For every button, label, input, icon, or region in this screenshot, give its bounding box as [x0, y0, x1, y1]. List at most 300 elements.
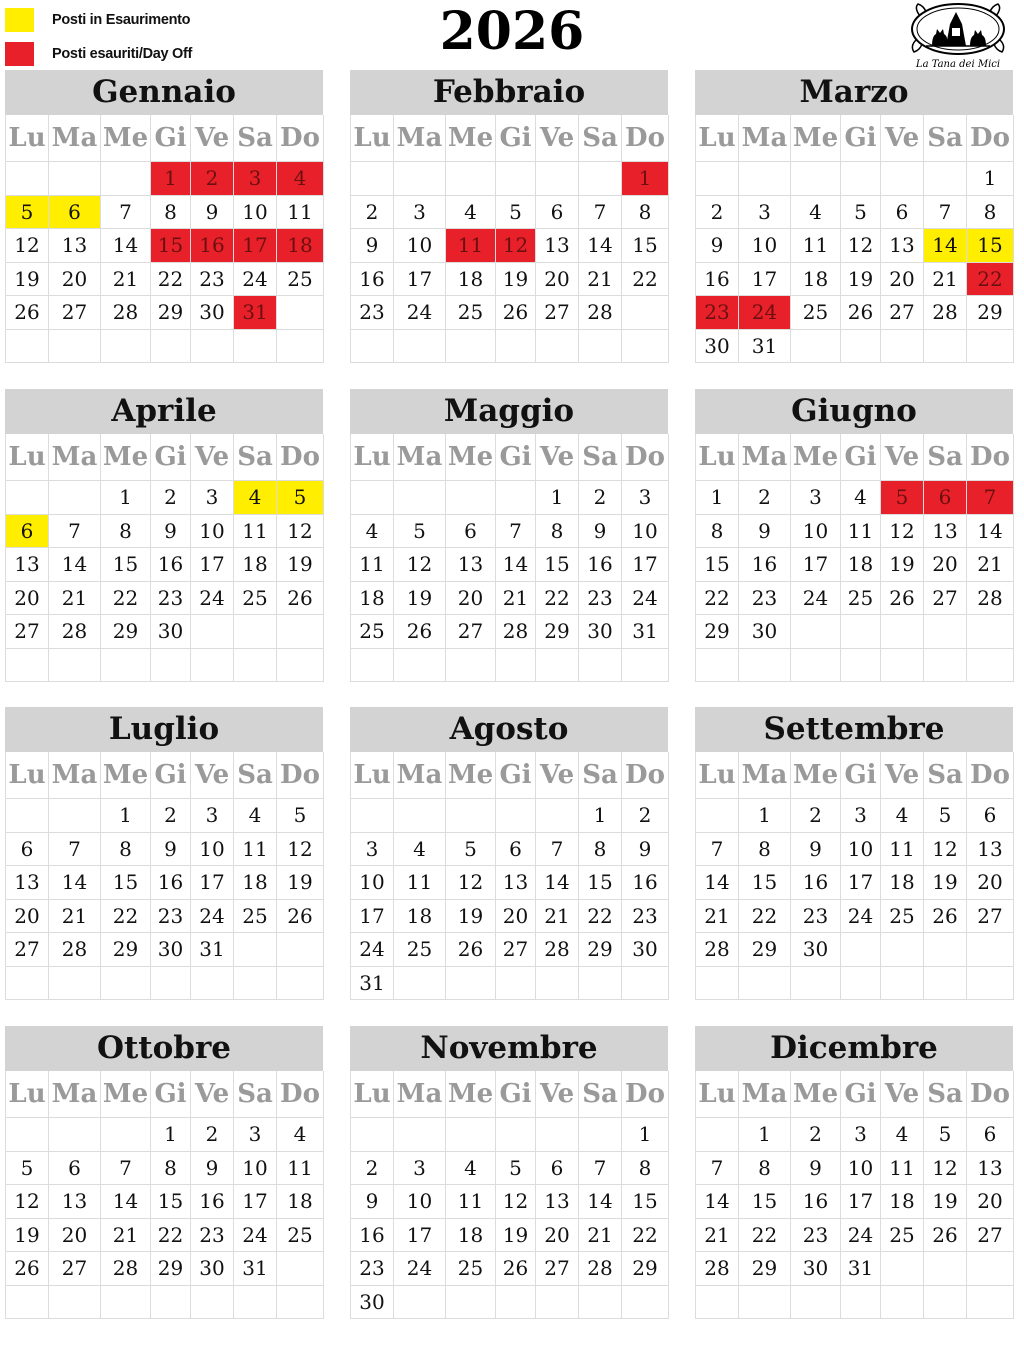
day-cell: 13 — [536, 229, 579, 263]
weekday-header: Lu — [696, 434, 739, 481]
empty-cell — [967, 1252, 1014, 1286]
empty-cell — [696, 1286, 739, 1320]
month-days-grid — [5, 752, 323, 1000]
day-cell: 4 — [277, 1118, 324, 1152]
day-cell: 9 — [151, 833, 191, 867]
day-cell: 13 — [6, 866, 49, 900]
day-cell: 27 — [924, 582, 967, 616]
day-cell: 25 — [351, 615, 394, 649]
weekday-header: Lu — [6, 1071, 49, 1118]
day-cell: 17 — [841, 866, 881, 900]
day-cell: 29 — [101, 933, 151, 967]
empty-cell — [924, 615, 967, 649]
day-cell: 29 — [536, 615, 579, 649]
empty-cell — [394, 162, 446, 196]
weekday-header: Lu — [696, 752, 739, 799]
empty-cell — [496, 1118, 536, 1152]
empty-cell — [277, 1286, 324, 1320]
day-cell: 10 — [234, 1152, 277, 1186]
day-cell: 14 — [967, 515, 1014, 549]
day-cell: 24 — [739, 296, 791, 330]
day-cell: 16 — [151, 866, 191, 900]
month-maggio — [350, 389, 668, 681]
empty-cell — [696, 649, 739, 683]
empty-cell — [739, 967, 791, 1001]
day-cell: 24 — [234, 1219, 277, 1253]
weekday-header: Sa — [234, 434, 277, 481]
weekday-header: Do — [967, 752, 1014, 799]
weekday-header: Me — [101, 115, 151, 162]
day-cell: 21 — [967, 548, 1014, 582]
empty-cell — [277, 296, 324, 330]
day-cell: 20 — [496, 900, 536, 934]
day-cell: 22 — [536, 582, 579, 616]
day-cell: 26 — [277, 582, 324, 616]
day-cell: 19 — [394, 582, 446, 616]
day-cell: 2 — [191, 1118, 234, 1152]
weekday-header: Ve — [536, 1071, 579, 1118]
day-cell: 16 — [696, 263, 739, 297]
empty-cell — [841, 1286, 881, 1320]
month-marzo — [695, 70, 1013, 362]
day-cell: 1 — [151, 1118, 191, 1152]
day-cell: 6 — [49, 1152, 101, 1186]
day-cell: 4 — [234, 481, 277, 515]
empty-cell — [924, 967, 967, 1001]
day-cell: 26 — [496, 296, 536, 330]
day-cell: 27 — [49, 296, 101, 330]
day-cell: 14 — [696, 1185, 739, 1219]
day-cell: 15 — [739, 1185, 791, 1219]
weekday-header: Sa — [579, 752, 622, 799]
day-cell: 30 — [791, 933, 841, 967]
month-ottobre — [5, 1026, 323, 1318]
month-title: Novembre — [350, 1026, 668, 1071]
day-cell: 28 — [696, 933, 739, 967]
empty-cell — [277, 933, 324, 967]
weekday-header: Me — [101, 1071, 151, 1118]
day-cell: 11 — [277, 196, 324, 230]
day-cell: 30 — [191, 1252, 234, 1286]
day-cell: 19 — [6, 1219, 49, 1253]
empty-cell — [967, 1286, 1014, 1320]
weekday-header: Ma — [739, 434, 791, 481]
day-cell: 25 — [881, 900, 924, 934]
day-cell: 15 — [151, 1185, 191, 1219]
weekday-header: Ve — [191, 1071, 234, 1118]
day-cell: 18 — [351, 582, 394, 616]
empty-cell — [234, 967, 277, 1001]
weekday-header: Ma — [739, 1071, 791, 1118]
day-cell: 28 — [579, 296, 622, 330]
day-cell: 9 — [579, 515, 622, 549]
day-cell: 20 — [49, 1219, 101, 1253]
day-cell: 23 — [351, 296, 394, 330]
logo — [906, 2, 1010, 70]
day-cell: 31 — [191, 933, 234, 967]
day-cell: 5 — [277, 799, 324, 833]
logo-caption: La Tana dei Mici — [915, 59, 1001, 70]
day-cell: 25 — [234, 900, 277, 934]
day-cell: 29 — [739, 933, 791, 967]
empty-cell — [101, 162, 151, 196]
day-cell: 22 — [101, 582, 151, 616]
day-cell: 12 — [446, 866, 496, 900]
day-cell: 3 — [841, 1118, 881, 1152]
empty-cell — [622, 649, 669, 683]
day-cell: 7 — [49, 515, 101, 549]
day-cell: 3 — [191, 799, 234, 833]
day-cell: 12 — [924, 833, 967, 867]
month-title: Gennaio — [5, 70, 323, 115]
empty-cell — [967, 330, 1014, 364]
day-cell: 9 — [351, 1185, 394, 1219]
day-cell: 20 — [536, 1219, 579, 1253]
weekday-header: Do — [622, 434, 669, 481]
weekday-header: Me — [791, 1071, 841, 1118]
day-cell: 3 — [234, 1118, 277, 1152]
day-cell: 18 — [234, 548, 277, 582]
cat-silhouette-logo-icon — [906, 2, 1010, 58]
day-cell: 22 — [151, 263, 191, 297]
day-cell: 29 — [101, 615, 151, 649]
empty-cell — [622, 967, 669, 1001]
day-cell: 25 — [791, 296, 841, 330]
day-cell: 15 — [536, 548, 579, 582]
empty-cell — [881, 162, 924, 196]
weekday-header: Lu — [696, 115, 739, 162]
weekday-header: Me — [446, 1071, 496, 1118]
weekday-header: Ma — [49, 434, 101, 481]
day-cell: 13 — [446, 548, 496, 582]
legend-label: Posti esauriti/Day Off — [52, 46, 193, 62]
day-cell: 12 — [394, 548, 446, 582]
day-cell: 24 — [234, 263, 277, 297]
empty-cell — [967, 615, 1014, 649]
day-cell: 24 — [191, 900, 234, 934]
day-cell: 1 — [622, 162, 669, 196]
empty-cell — [696, 967, 739, 1001]
weekday-header: Gi — [496, 115, 536, 162]
month-settembre — [695, 707, 1013, 999]
day-cell: 26 — [496, 1252, 536, 1286]
weekday-header: Lu — [6, 434, 49, 481]
day-cell: 23 — [739, 582, 791, 616]
day-cell: 16 — [191, 1185, 234, 1219]
day-cell: 3 — [191, 481, 234, 515]
day-cell: 16 — [191, 229, 234, 263]
day-cell: 3 — [394, 196, 446, 230]
empty-cell — [579, 1118, 622, 1152]
day-cell: 22 — [739, 1219, 791, 1253]
day-cell: 16 — [351, 263, 394, 297]
day-cell: 30 — [191, 296, 234, 330]
empty-cell — [6, 1118, 49, 1152]
day-cell: 16 — [579, 548, 622, 582]
month-febbraio — [350, 70, 668, 362]
empty-cell — [191, 330, 234, 364]
empty-cell — [234, 1286, 277, 1320]
day-cell: 26 — [881, 582, 924, 616]
weekday-header: Ma — [394, 115, 446, 162]
day-cell: 4 — [446, 196, 496, 230]
day-cell: 5 — [881, 481, 924, 515]
day-cell: 2 — [696, 196, 739, 230]
day-cell: 27 — [446, 615, 496, 649]
empty-cell — [579, 967, 622, 1001]
day-cell: 26 — [446, 933, 496, 967]
day-cell: 21 — [696, 1219, 739, 1253]
day-cell: 1 — [739, 1118, 791, 1152]
day-cell: 12 — [881, 515, 924, 549]
empty-cell — [622, 296, 669, 330]
empty-cell — [234, 933, 277, 967]
empty-cell — [394, 1286, 446, 1320]
empty-cell — [446, 649, 496, 683]
day-cell: 25 — [277, 1219, 324, 1253]
day-cell: 21 — [579, 1219, 622, 1253]
day-cell: 6 — [924, 481, 967, 515]
day-cell: 10 — [191, 833, 234, 867]
empty-cell — [791, 967, 841, 1001]
day-cell: 19 — [277, 548, 324, 582]
empty-cell — [496, 481, 536, 515]
day-cell: 8 — [101, 515, 151, 549]
day-cell: 1 — [739, 799, 791, 833]
day-cell: 4 — [446, 1152, 496, 1186]
day-cell: 21 — [496, 582, 536, 616]
weekday-header: Ma — [49, 752, 101, 799]
empty-cell — [696, 1118, 739, 1152]
month-title: Luglio — [5, 707, 323, 752]
weekday-header: Lu — [6, 115, 49, 162]
day-cell: 28 — [101, 1252, 151, 1286]
day-cell: 19 — [841, 263, 881, 297]
day-cell: 15 — [151, 229, 191, 263]
day-cell: 8 — [536, 515, 579, 549]
day-cell: 24 — [841, 1219, 881, 1253]
empty-cell — [6, 967, 49, 1001]
day-cell: 24 — [394, 296, 446, 330]
empty-cell — [191, 1286, 234, 1320]
day-cell: 2 — [739, 481, 791, 515]
empty-cell — [6, 649, 49, 683]
day-cell: 17 — [191, 866, 234, 900]
day-cell: 19 — [924, 1185, 967, 1219]
empty-cell — [791, 1286, 841, 1320]
day-cell: 19 — [6, 263, 49, 297]
weekday-header: Gi — [151, 434, 191, 481]
day-cell: 5 — [841, 196, 881, 230]
day-cell: 31 — [234, 1252, 277, 1286]
day-cell: 11 — [351, 548, 394, 582]
month-days-grid — [5, 115, 323, 363]
day-cell: 21 — [536, 900, 579, 934]
month-aprile — [5, 389, 323, 681]
day-cell: 15 — [696, 548, 739, 582]
day-cell: 30 — [622, 933, 669, 967]
day-cell: 2 — [791, 1118, 841, 1152]
day-cell: 21 — [696, 900, 739, 934]
day-cell: 30 — [151, 615, 191, 649]
day-cell: 27 — [881, 296, 924, 330]
day-cell: 16 — [622, 866, 669, 900]
day-cell: 8 — [696, 515, 739, 549]
weekday-header: Me — [791, 115, 841, 162]
empty-cell — [446, 1286, 496, 1320]
empty-cell — [841, 162, 881, 196]
day-cell: 26 — [277, 900, 324, 934]
day-cell: 24 — [191, 582, 234, 616]
day-cell: 20 — [49, 263, 101, 297]
day-cell: 2 — [151, 481, 191, 515]
empty-cell — [579, 1286, 622, 1320]
day-cell: 8 — [151, 196, 191, 230]
empty-cell — [841, 933, 881, 967]
empty-cell — [881, 330, 924, 364]
day-cell: 6 — [536, 196, 579, 230]
day-cell: 1 — [101, 481, 151, 515]
day-cell: 28 — [101, 296, 151, 330]
day-cell: 21 — [101, 1219, 151, 1253]
empty-cell — [394, 967, 446, 1001]
day-cell: 17 — [841, 1185, 881, 1219]
day-cell: 21 — [49, 900, 101, 934]
empty-cell — [49, 967, 101, 1001]
weekday-header: Lu — [351, 1071, 394, 1118]
day-cell: 18 — [446, 1219, 496, 1253]
day-cell: 20 — [6, 900, 49, 934]
weekday-header: Gi — [151, 1071, 191, 1118]
day-cell: 17 — [191, 548, 234, 582]
day-cell: 15 — [622, 1185, 669, 1219]
empty-cell — [6, 330, 49, 364]
empty-cell — [191, 967, 234, 1001]
month-agosto — [350, 707, 668, 999]
empty-cell — [967, 649, 1014, 683]
weekday-header: Sa — [579, 1071, 622, 1118]
day-cell: 7 — [49, 833, 101, 867]
day-cell: 8 — [967, 196, 1014, 230]
day-cell: 23 — [151, 582, 191, 616]
day-cell: 23 — [579, 582, 622, 616]
weekday-header: Ma — [394, 434, 446, 481]
day-cell: 12 — [496, 1185, 536, 1219]
weekday-header: Ve — [536, 115, 579, 162]
day-cell: 18 — [277, 229, 324, 263]
day-cell: 9 — [151, 515, 191, 549]
day-cell: 18 — [446, 263, 496, 297]
day-cell: 17 — [394, 1219, 446, 1253]
day-cell: 6 — [6, 515, 49, 549]
day-cell: 18 — [881, 866, 924, 900]
day-cell: 4 — [881, 799, 924, 833]
weekday-header: Sa — [234, 752, 277, 799]
empty-cell — [394, 1118, 446, 1152]
empty-cell — [101, 1118, 151, 1152]
empty-cell — [739, 649, 791, 683]
day-cell: 15 — [967, 229, 1014, 263]
day-cell: 24 — [351, 933, 394, 967]
day-cell: 6 — [49, 196, 101, 230]
day-cell: 11 — [394, 866, 446, 900]
day-cell: 12 — [841, 229, 881, 263]
day-cell: 14 — [496, 548, 536, 582]
day-cell: 16 — [739, 548, 791, 582]
empty-cell — [496, 162, 536, 196]
day-cell: 13 — [881, 229, 924, 263]
empty-cell — [6, 799, 49, 833]
empty-cell — [536, 967, 579, 1001]
day-cell: 4 — [791, 196, 841, 230]
day-cell: 13 — [536, 1185, 579, 1219]
weekday-header: Me — [101, 434, 151, 481]
day-cell: 11 — [841, 515, 881, 549]
day-cell: 3 — [841, 799, 881, 833]
day-cell: 1 — [536, 481, 579, 515]
legend-label: Posti in Esaurimento — [52, 12, 191, 28]
weekday-header: Lu — [351, 115, 394, 162]
weekday-header: Do — [622, 1071, 669, 1118]
empty-cell — [351, 649, 394, 683]
day-cell: 8 — [151, 1152, 191, 1186]
empty-cell — [234, 615, 277, 649]
month-days-grid — [695, 1071, 1013, 1319]
day-cell: 5 — [6, 196, 49, 230]
month-title: Settembre — [695, 707, 1013, 752]
empty-cell — [496, 967, 536, 1001]
empty-cell — [101, 1286, 151, 1320]
weekday-header: Sa — [579, 434, 622, 481]
day-cell: 2 — [351, 1152, 394, 1186]
weekday-header: Me — [791, 752, 841, 799]
day-cell: 14 — [696, 866, 739, 900]
day-cell: 21 — [49, 582, 101, 616]
empty-cell — [234, 330, 277, 364]
empty-cell — [791, 330, 841, 364]
day-cell: 2 — [151, 799, 191, 833]
day-cell: 11 — [881, 1152, 924, 1186]
empty-cell — [101, 330, 151, 364]
day-cell: 30 — [696, 330, 739, 364]
day-cell: 28 — [49, 933, 101, 967]
day-cell: 14 — [49, 548, 101, 582]
empty-cell — [49, 481, 101, 515]
day-cell: 8 — [739, 833, 791, 867]
day-cell: 25 — [446, 1252, 496, 1286]
month-dicembre — [695, 1026, 1013, 1318]
day-cell: 12 — [924, 1152, 967, 1186]
day-cell: 12 — [6, 1185, 49, 1219]
empty-cell — [496, 649, 536, 683]
weekday-header: Sa — [579, 115, 622, 162]
empty-cell — [446, 967, 496, 1001]
day-cell: 7 — [101, 1152, 151, 1186]
month-title: Maggio — [350, 389, 668, 434]
day-cell: 7 — [496, 515, 536, 549]
day-cell: 1 — [696, 481, 739, 515]
empty-cell — [536, 1118, 579, 1152]
day-cell: 10 — [791, 515, 841, 549]
weekday-header: Me — [101, 752, 151, 799]
day-cell: 2 — [191, 162, 234, 196]
day-cell: 14 — [49, 866, 101, 900]
day-cell: 14 — [101, 229, 151, 263]
weekday-header: Gi — [841, 752, 881, 799]
day-cell: 30 — [739, 615, 791, 649]
day-cell: 30 — [579, 615, 622, 649]
empty-cell — [791, 615, 841, 649]
